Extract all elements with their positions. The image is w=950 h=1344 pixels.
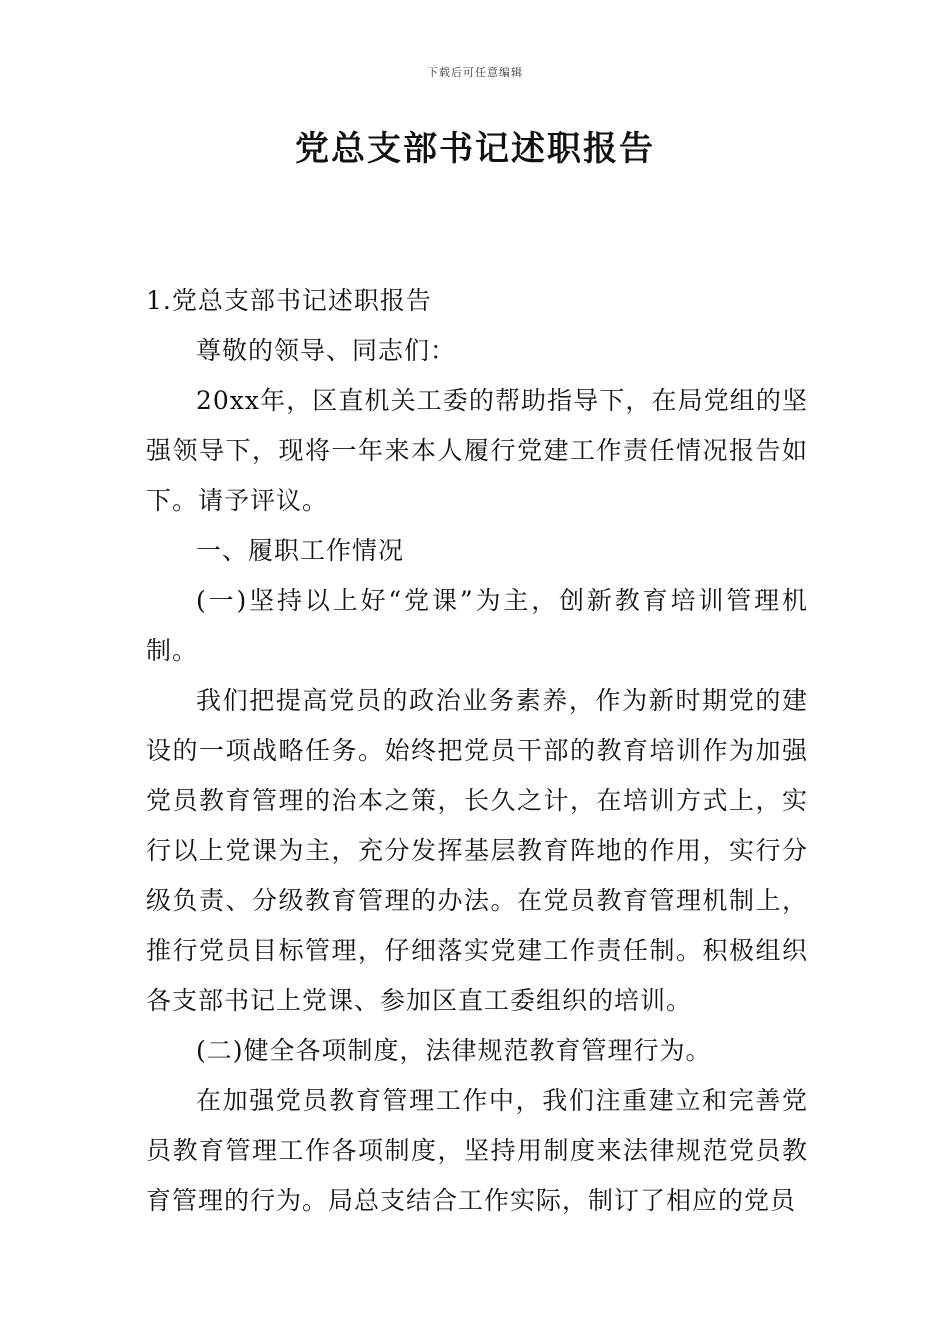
subheading-1-1: (一)坚持以上好“党课”为主，创新教育培训管理机制。	[146, 586, 808, 665]
body-paragraph: 我们把提高党员的政治业务素养，作为新时期党的建设的一项战略任务。始终把党员干部的教育培训作为加强党员教育管理的治本之策，长久之计，在培训方式上，实行以上党课为主，充分发挥基层教育阵地的作用，实行分级负责、分级教育管理的办法。在党员教育管理机制上，推行党员目标管理，仔细落实党建工作责任制。积极组织各支部书记上党课、参加区直工委组织的培训。	[146, 686, 808, 1015]
document-title: 党总支部书记述职报告	[295, 129, 655, 169]
section-heading: 1.党总支部书记述职报告	[146, 286, 432, 315]
intro-paragraph: 20xx年，区直机关工委的帮助指导下，在局党组的坚强领导下，现将一年来本人履行党建工作责任情况报告如下。请予评议。	[146, 386, 808, 515]
document-body	[146, 276, 808, 1226]
subheading-1: 一、履职工作情况	[196, 536, 405, 565]
salutation: 尊敬的领导、同志们：	[196, 336, 457, 365]
body-paragraph: 在加强党员教育管理工作中，我们注重建立和完善党员教育管理工作各项制度，坚持用制度来法律规范党员教育管理的行为。局总支结合工作实际，制订了相应的党员	[146, 1086, 808, 1215]
header-note: 下载后可任意编辑	[427, 66, 523, 79]
subheading-1-2: (二)健全各项制度，法律规范教育管理行为。	[196, 1036, 712, 1065]
